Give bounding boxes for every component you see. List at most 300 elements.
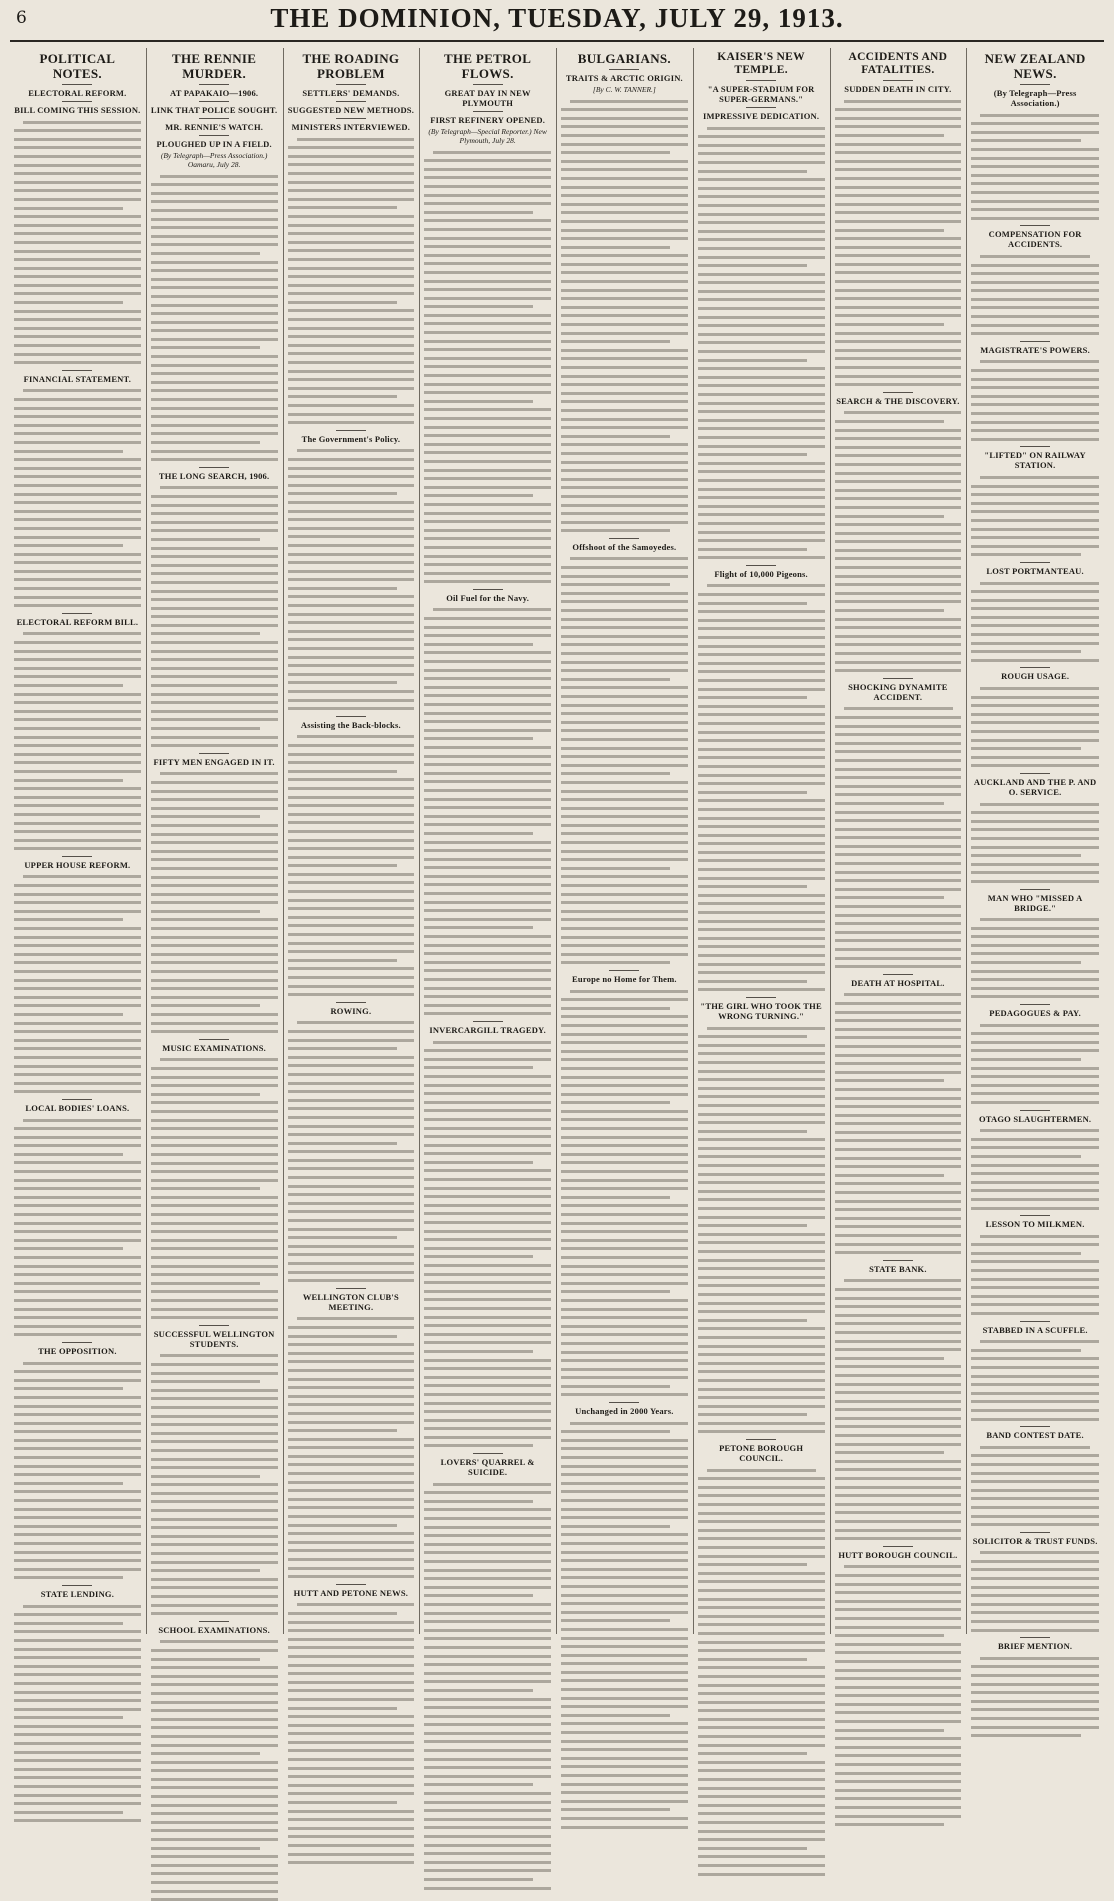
- text-line: [698, 1241, 825, 1244]
- text-line: [14, 189, 141, 192]
- text-line: [14, 458, 141, 461]
- text-line: [971, 650, 1081, 653]
- text-line: [561, 1826, 688, 1829]
- text-line: [151, 1458, 278, 1461]
- text-line: [14, 667, 141, 670]
- text-line: [835, 768, 962, 771]
- text-line: [288, 1360, 415, 1363]
- text-line: [288, 155, 415, 158]
- text-line: [561, 529, 670, 532]
- text-line: [424, 815, 551, 818]
- text-line: [698, 877, 825, 880]
- text-line: [698, 324, 825, 327]
- text-line: [151, 953, 278, 956]
- text-line: [424, 643, 533, 646]
- text-line: [570, 990, 688, 993]
- text-line: [424, 1569, 551, 1572]
- text-line: [698, 1250, 825, 1253]
- text-line: [424, 1534, 551, 1537]
- text-line: [151, 346, 260, 349]
- text-line: [698, 135, 825, 138]
- text-line: [561, 661, 688, 664]
- text-line: [698, 548, 807, 551]
- text-line: [698, 298, 825, 301]
- text-line: [14, 1405, 141, 1408]
- text-line: [424, 1835, 551, 1838]
- text-line: [424, 383, 551, 386]
- text-line: [835, 472, 962, 475]
- text-line: [151, 1838, 278, 1841]
- text-line: [424, 969, 551, 972]
- text-line: [14, 761, 141, 764]
- text-line: [23, 389, 141, 392]
- text-line: [561, 1576, 688, 1579]
- text-line: [698, 1310, 825, 1313]
- text-line: [424, 1444, 533, 1447]
- section-heading: "LIFTED" ON RAILWAY STATION.: [984, 450, 1086, 471]
- text-line: [151, 1265, 278, 1268]
- text-line: [288, 206, 397, 209]
- text-line: [561, 1076, 688, 1079]
- text-line: [835, 1088, 962, 1091]
- text-line: [971, 1075, 1099, 1078]
- divider: [1020, 1004, 1050, 1005]
- text-line: [288, 535, 415, 538]
- text-line: [14, 544, 123, 547]
- text-line: [288, 1549, 415, 1552]
- text-line: [698, 731, 825, 734]
- text-line: [698, 1855, 825, 1858]
- text-line: [844, 1565, 962, 1568]
- text-line: [424, 1410, 551, 1413]
- text-line: [424, 1500, 533, 1503]
- text-line: [424, 1491, 551, 1494]
- text-line: [698, 1658, 807, 1661]
- text-line: [698, 1035, 807, 1038]
- section-heading: STABBED IN A SCUFFLE.: [982, 1324, 1088, 1335]
- text-line: [698, 1044, 825, 1047]
- text-line: [23, 1119, 141, 1122]
- text-line: [971, 747, 1081, 750]
- text-line: [424, 798, 551, 801]
- text-line: [14, 164, 141, 167]
- text-line: [698, 653, 825, 656]
- text-line: [971, 174, 1099, 177]
- divider: [883, 80, 913, 81]
- text-line: [14, 1299, 141, 1302]
- text-line: [288, 796, 415, 799]
- text-line: [14, 1430, 141, 1433]
- text-line: [424, 1852, 551, 1855]
- text-line: [698, 602, 807, 605]
- text-line: [971, 1700, 1099, 1703]
- text-line: [835, 819, 962, 822]
- text-line: [971, 289, 1099, 292]
- text-line: [698, 1494, 825, 1497]
- text-line: [698, 885, 807, 888]
- section-heading: STATE LENDING.: [40, 1588, 115, 1599]
- text-line: [424, 288, 551, 291]
- text-line: [14, 1648, 141, 1651]
- text-line: [151, 815, 260, 818]
- text-line: [698, 1422, 825, 1425]
- text-line: [151, 824, 278, 827]
- section-heading: MUSIC EXAMINATIONS.: [162, 1042, 266, 1053]
- text-line: [14, 1308, 141, 1311]
- subheading: ELECTORAL REFORM.: [28, 88, 127, 98]
- section-heading: THE LONG SEARCH, 1906.: [158, 470, 270, 481]
- text-line: [288, 1853, 415, 1856]
- text-line: [971, 696, 1099, 699]
- text-line: [14, 641, 141, 644]
- text-line: [698, 774, 825, 777]
- text-line: [971, 1049, 1099, 1052]
- text-line: [14, 1196, 141, 1199]
- text-line: [971, 1312, 1099, 1315]
- text-line: [151, 1778, 278, 1781]
- text-line: [980, 687, 1099, 690]
- text-line: [14, 1004, 141, 1007]
- text-line: [14, 1733, 141, 1736]
- text-line: [835, 836, 962, 839]
- text-line: [14, 450, 123, 453]
- text-line: [835, 332, 962, 335]
- text-line: [14, 1370, 141, 1373]
- text-line: [835, 1797, 962, 1800]
- text-line: [14, 675, 141, 678]
- text-line: [151, 432, 278, 435]
- text-line: [288, 1472, 415, 1475]
- text-line: [698, 1718, 825, 1721]
- text-line: [971, 306, 1099, 309]
- text-line: [835, 1494, 962, 1497]
- text-line: [288, 699, 415, 702]
- text-line: [288, 587, 397, 590]
- text-line: [561, 1765, 688, 1768]
- text-line: [424, 1715, 551, 1718]
- text-line: [151, 1230, 278, 1233]
- text-line: [288, 163, 415, 166]
- text-line: [151, 1144, 278, 1147]
- divider: [336, 430, 366, 431]
- text-line: [14, 1073, 141, 1076]
- text-line: [835, 1200, 962, 1203]
- text-line: [14, 596, 141, 599]
- text-line: [561, 729, 688, 732]
- text-line: [835, 237, 962, 240]
- text-line: [971, 315, 1099, 318]
- text-line: [971, 1409, 1099, 1412]
- text-line: [14, 727, 141, 730]
- text-line: [14, 1265, 141, 1268]
- text-line: [698, 281, 825, 284]
- text-line: [698, 1838, 825, 1841]
- text-line: [424, 987, 551, 990]
- section-heading: WELLINGTON CLUB'S MEETING.: [302, 1291, 399, 1312]
- text-line: [14, 1516, 141, 1519]
- text-line: [698, 1606, 825, 1609]
- text-line: [561, 609, 688, 612]
- text-line: [835, 540, 962, 543]
- text-line: [835, 203, 962, 206]
- text-line: [151, 876, 278, 879]
- text-line: [288, 284, 415, 287]
- dateline: [By C. W. TANNER.]: [592, 85, 656, 94]
- text-line: [835, 1217, 962, 1220]
- text-line: [288, 804, 415, 807]
- text-line: [561, 160, 688, 163]
- divider: [1020, 562, 1050, 563]
- text-line: [424, 494, 533, 497]
- text-line: [14, 1170, 141, 1173]
- text-line: [288, 1279, 415, 1282]
- text-line: [561, 695, 688, 698]
- text-line: [424, 546, 551, 549]
- text-line: [561, 807, 688, 810]
- text-line: [971, 820, 1099, 823]
- text-line: [424, 1809, 551, 1812]
- text-line: [424, 1603, 551, 1606]
- text-line: [698, 427, 825, 430]
- text-line: [288, 1438, 415, 1441]
- text-line: [424, 563, 551, 566]
- text-line: [561, 626, 688, 629]
- text-line: [288, 215, 415, 218]
- text-line: [561, 220, 688, 223]
- text-line: [288, 527, 415, 530]
- text-line: [971, 217, 1099, 220]
- text-line: [698, 316, 825, 319]
- text-line: [14, 301, 123, 304]
- text-line: [288, 258, 415, 261]
- text-line: [698, 1353, 825, 1356]
- text-line: [424, 1290, 551, 1293]
- text-line: [288, 181, 415, 184]
- text-line: [288, 1681, 415, 1684]
- text-line: [14, 1325, 141, 1328]
- divider: [609, 1402, 639, 1403]
- text-line: [971, 1717, 1099, 1720]
- text-line: [561, 443, 688, 446]
- text-line: [288, 1558, 415, 1561]
- text-line: [14, 1691, 141, 1694]
- text-line: [23, 1362, 141, 1365]
- text-line: [971, 1683, 1099, 1686]
- text-line: [424, 729, 551, 732]
- text-line: [288, 1193, 415, 1196]
- text-line: [971, 1269, 1099, 1272]
- text-line: [698, 213, 825, 216]
- text-line: [561, 643, 688, 646]
- text-line: [698, 1164, 825, 1167]
- text-line: [698, 178, 825, 181]
- text-line: [561, 1179, 688, 1182]
- text-line: [561, 1256, 688, 1259]
- text-line: [698, 496, 825, 499]
- text-line: [14, 1473, 141, 1476]
- text-line: [424, 1316, 551, 1319]
- text-line: [835, 280, 962, 283]
- text-line: [698, 1709, 825, 1712]
- text-line: [424, 1195, 551, 1198]
- text-line: [835, 1243, 962, 1246]
- text-line: [698, 1147, 825, 1150]
- text-line: [561, 1465, 688, 1468]
- text-line: [288, 890, 415, 893]
- text-line: [14, 736, 141, 739]
- text-line: [561, 1748, 688, 1751]
- text-line: [835, 246, 962, 249]
- text-line: [835, 1045, 962, 1048]
- text-line: [561, 1084, 688, 1087]
- text-line: [698, 273, 825, 276]
- text-line: [14, 893, 141, 896]
- text-line: [835, 220, 962, 223]
- text-line: [288, 1073, 415, 1076]
- text-line: [151, 987, 278, 990]
- text-line: [835, 896, 944, 899]
- text-line: [151, 1578, 278, 1581]
- text-line: [835, 1503, 962, 1506]
- text-line: [835, 1391, 962, 1394]
- text-line: [288, 1784, 415, 1787]
- text-line: [151, 1162, 278, 1165]
- text-line: [835, 853, 962, 856]
- text-line: [971, 1611, 1099, 1614]
- text-line: [288, 1758, 415, 1761]
- text-line: [14, 658, 141, 661]
- text-line: [561, 1611, 688, 1614]
- text-line: [980, 1129, 1099, 1132]
- text-line: [288, 1082, 415, 1085]
- text-line: [835, 366, 962, 369]
- text-line: [971, 191, 1099, 194]
- text-line: [424, 297, 551, 300]
- text-line: [424, 280, 551, 283]
- divider: [746, 997, 776, 998]
- text-line: [424, 712, 551, 715]
- text-line: [698, 419, 825, 422]
- text-line: [844, 411, 962, 414]
- text-line: [14, 1465, 141, 1468]
- column-5: [557, 48, 694, 1634]
- text-line: [971, 298, 1099, 301]
- text-line: [151, 1535, 278, 1538]
- subheading: SUGGESTED NEW METHODS.: [287, 105, 415, 115]
- text-line: [698, 1512, 825, 1515]
- text-line: [424, 194, 551, 197]
- text-line: [698, 954, 825, 957]
- text-line: [698, 187, 825, 190]
- text-line: [835, 1669, 962, 1672]
- text-line: [971, 264, 1099, 267]
- text-line: [698, 1555, 825, 1558]
- text-line: [151, 529, 278, 532]
- text-line: [14, 1508, 141, 1511]
- text-line: [835, 957, 962, 960]
- text-line: [835, 314, 962, 317]
- text-line: [561, 893, 688, 896]
- text-line: [971, 1375, 1099, 1378]
- text-line: [151, 1153, 278, 1156]
- text-line: [561, 375, 688, 378]
- text-line: [424, 1801, 551, 1804]
- text-line: [971, 1560, 1099, 1563]
- text-line: [561, 1774, 688, 1777]
- text-line: [424, 995, 551, 998]
- text-line: [971, 1489, 1099, 1492]
- text-line: [424, 365, 551, 368]
- text-line: [835, 1823, 944, 1826]
- text-line: [14, 839, 141, 842]
- text-line: [561, 194, 688, 197]
- section-heading: "THE GIRL WHO TOOK THE WRONG TURNING.": [700, 1000, 822, 1021]
- text-line: [835, 1374, 962, 1377]
- text-line: [14, 241, 141, 244]
- text-line: [424, 417, 551, 420]
- text-line: [971, 1734, 1081, 1737]
- text-line: [151, 1586, 278, 1589]
- text-line: [297, 1317, 415, 1320]
- text-line: [835, 1139, 962, 1142]
- text-line: [561, 575, 688, 578]
- text-line: [698, 988, 825, 991]
- text-line: [14, 484, 141, 487]
- text-line: [971, 659, 1099, 662]
- section-heading: PEDAGOGUES & PAY.: [989, 1008, 1081, 1019]
- text-line: [288, 993, 415, 996]
- divider: [1020, 773, 1050, 774]
- text-line: [971, 519, 1099, 522]
- text-line: [980, 1657, 1099, 1660]
- text-line: [561, 764, 688, 767]
- text-line: [14, 1725, 141, 1728]
- text-line: [980, 1446, 1090, 1449]
- text-line: [698, 937, 825, 940]
- text-line: [288, 553, 415, 556]
- text-line: [698, 894, 825, 897]
- text-line: [561, 383, 688, 386]
- text-line: [14, 292, 141, 295]
- text-line: [288, 630, 415, 633]
- text-line: [971, 624, 1099, 627]
- text-line: [433, 151, 551, 154]
- text-line: [424, 1178, 551, 1181]
- text-line: [698, 1666, 825, 1669]
- column-heading: POLITICAL NOTES.: [39, 51, 116, 81]
- text-line: [424, 703, 551, 706]
- text-line: [698, 488, 825, 491]
- text-line: [424, 426, 551, 429]
- text-line: [698, 799, 825, 802]
- section-heading: OTAGO SLAUGHTERMEN.: [978, 1113, 1092, 1124]
- text-line: [971, 713, 1099, 716]
- text-line: [424, 1826, 551, 1829]
- text-line: [14, 1039, 141, 1042]
- text-line: [160, 1640, 278, 1643]
- text-line: [14, 1082, 141, 1085]
- text-line: [424, 1689, 533, 1692]
- dateline: (By Telegraph—Special Reporter.) New Plymouth, July 28.: [428, 127, 547, 145]
- text-line: [151, 693, 278, 696]
- text-line: [14, 215, 141, 218]
- divider: [1020, 1215, 1050, 1216]
- text-line: [561, 1757, 688, 1760]
- divider: [199, 135, 229, 136]
- text-line: [424, 952, 551, 955]
- text-line: [698, 1345, 825, 1348]
- text-line: [288, 1185, 415, 1188]
